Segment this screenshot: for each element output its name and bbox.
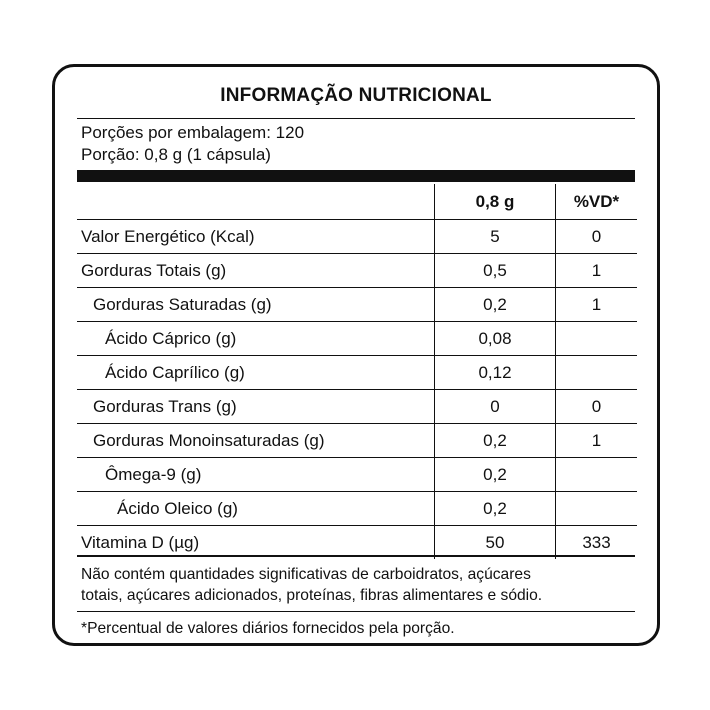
nutrient-dv [556, 458, 638, 492]
nutrient-name: Ácido Cáprico (g) [77, 322, 435, 356]
nutrient-amount: 0 [435, 390, 556, 424]
nutrient-dv: 1 [556, 424, 638, 458]
nutrient-row [77, 322, 637, 356]
nutrient-name: Ácido Caprílico (g) [77, 356, 435, 390]
nutrient-dv [556, 492, 638, 526]
nutrient-dv [556, 322, 638, 356]
nutrient-dv: 1 [556, 254, 638, 288]
panel-title: INFORMAÇÃO NUTRICIONAL [220, 85, 492, 106]
nutrient-dv: 333 [556, 526, 638, 560]
serving-size: Porção: 0,8 g (1 cápsula) [81, 145, 271, 164]
footnote-not-significant-2: totais, açúcares adicionados, proteínas, fibras alimentares e sódio. [81, 587, 543, 604]
thick-divider [77, 170, 635, 182]
nutrient-name: Vitamina D (µg) [77, 526, 435, 560]
nutrient-amount: 0,5 [435, 254, 556, 288]
nutrient-amount: 0,2 [435, 288, 556, 322]
nutrient-name: Gorduras Saturadas (g) [77, 288, 435, 322]
nutrient-name: Gorduras Totais (g) [77, 254, 435, 288]
nutrient-row [77, 526, 637, 560]
nutrient-amount: 50 [435, 526, 556, 560]
nutrient-row [77, 356, 637, 390]
nutrient-dv: 1 [556, 288, 638, 322]
nutrient-amount: 0,12 [435, 356, 556, 390]
nutrient-row [77, 492, 637, 526]
nutrient-row [77, 220, 637, 254]
footnote-dv: *Percentual de valores diários fornecidos pela porção. [81, 620, 455, 637]
header-name-cell [77, 184, 435, 220]
nutrient-dv: 0 [556, 220, 638, 254]
title-divider [77, 118, 635, 119]
nutrient-dv: 0 [556, 390, 638, 424]
footnote-not-significant-1: Não contém quantidades significativas de carboidratos, açúcares [81, 566, 531, 583]
nutrient-name: Valor Energético (Kcal) [77, 220, 435, 254]
nutrition-table [77, 184, 637, 559]
servings-per-package: Porções por embalagem: 120 [81, 123, 305, 142]
nutrient-row [77, 254, 637, 288]
nutrient-amount: 0,2 [435, 492, 556, 526]
nutrient-amount: 0,2 [435, 424, 556, 458]
nutrient-name: Gorduras Trans (g) [77, 390, 435, 424]
nutrient-name: Ômega-9 (g) [77, 458, 435, 492]
header-dv-cell: %VD* [556, 184, 638, 220]
nutrition-facts-panel [52, 64, 660, 646]
nutrient-amount: 5 [435, 220, 556, 254]
nutrient-row [77, 390, 637, 424]
nutrient-name: Ácido Oleico (g) [77, 492, 435, 526]
nutrient-name: Gorduras Monoinsaturadas (g) [77, 424, 435, 458]
footnote-divider [77, 611, 635, 612]
nutrient-amount: 0,2 [435, 458, 556, 492]
nutrient-dv [556, 356, 638, 390]
table-header-row [77, 184, 637, 220]
nutrient-amount: 0,08 [435, 322, 556, 356]
nutrient-row [77, 424, 637, 458]
header-amount-cell: 0,8 g [435, 184, 556, 220]
nutrient-row [77, 288, 637, 322]
nutrient-row [77, 458, 637, 492]
table-bottom-divider [77, 555, 635, 557]
